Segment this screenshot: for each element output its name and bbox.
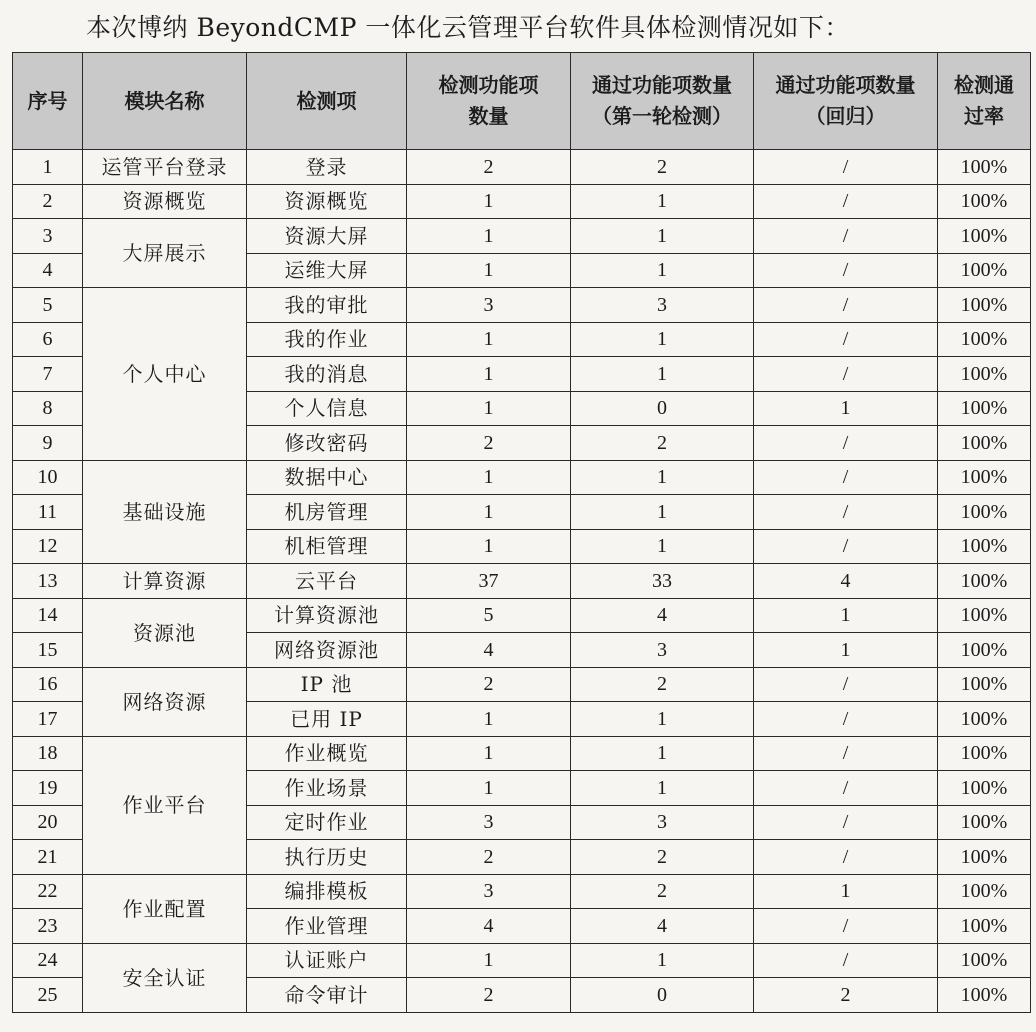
cell-regress: / (754, 219, 938, 254)
cell-module-name: 安全认证 (83, 943, 247, 1012)
cell-item: 网络资源池 (247, 633, 407, 668)
cell-seq: 20 (13, 805, 83, 840)
cell-seq: 22 (13, 874, 83, 909)
cell-item: 我的消息 (247, 357, 407, 392)
cell-round1: 1 (571, 184, 754, 219)
table-body (13, 150, 1031, 1013)
header-module: 模块名称 (83, 53, 247, 150)
cell-regress: / (754, 667, 938, 702)
cell-round1: 1 (571, 495, 754, 530)
cell-rate: 100% (938, 322, 1031, 357)
cell-round1: 3 (571, 633, 754, 668)
table-row (13, 219, 1031, 254)
cell-regress: 1 (754, 391, 938, 426)
cell-rate: 100% (938, 598, 1031, 633)
cell-item: 作业场景 (247, 771, 407, 806)
cell-round1: 4 (571, 598, 754, 633)
cell-count: 1 (407, 253, 571, 288)
cell-rate: 100% (938, 736, 1031, 771)
cell-count: 1 (407, 391, 571, 426)
cell-seq: 16 (13, 667, 83, 702)
cell-module-name: 作业平台 (83, 736, 247, 874)
cell-rate: 100% (938, 184, 1031, 219)
header-regress-line2: （回归） (805, 104, 886, 128)
table-row (13, 564, 1031, 599)
cell-count: 2 (407, 150, 571, 185)
cell-count: 2 (407, 840, 571, 875)
cell-seq: 6 (13, 322, 83, 357)
cell-item: 资源概览 (247, 184, 407, 219)
cell-seq: 1 (13, 150, 83, 185)
cell-count: 5 (407, 598, 571, 633)
cell-seq: 13 (13, 564, 83, 599)
cell-module-name: 计算资源 (83, 564, 247, 599)
cell-round1: 1 (571, 943, 754, 978)
cell-rate: 100% (938, 840, 1031, 875)
cell-seq: 18 (13, 736, 83, 771)
cell-rate: 100% (938, 150, 1031, 185)
cell-rate: 100% (938, 288, 1031, 323)
cell-item: 作业概览 (247, 736, 407, 771)
cell-round1: 33 (571, 564, 754, 599)
cell-round1: 2 (571, 840, 754, 875)
header-seq: 序号 (13, 53, 83, 150)
cell-regress: 4 (754, 564, 938, 599)
cell-item: 修改密码 (247, 426, 407, 461)
cell-regress: / (754, 805, 938, 840)
cell-round1: 3 (571, 805, 754, 840)
cell-module-name: 资源池 (83, 598, 247, 667)
cell-seq: 12 (13, 529, 83, 564)
cell-regress: 1 (754, 874, 938, 909)
table-row (13, 736, 1031, 771)
cell-seq: 9 (13, 426, 83, 461)
table-row (13, 943, 1031, 978)
cell-item: 已用 IP (247, 702, 407, 737)
cell-regress: / (754, 460, 938, 495)
cell-seq: 5 (13, 288, 83, 323)
cell-regress: / (754, 426, 938, 461)
cell-rate: 100% (938, 633, 1031, 668)
cell-count: 1 (407, 736, 571, 771)
table-row (13, 150, 1031, 185)
cell-regress: 2 (754, 978, 938, 1013)
cell-count: 4 (407, 909, 571, 944)
cell-round1: 1 (571, 460, 754, 495)
cell-round1: 2 (571, 667, 754, 702)
cell-item: 数据中心 (247, 460, 407, 495)
cell-seq: 7 (13, 357, 83, 392)
cell-count: 1 (407, 495, 571, 530)
table-row (13, 460, 1031, 495)
cell-module-name: 个人中心 (83, 288, 247, 461)
cell-item: 我的审批 (247, 288, 407, 323)
cell-round1: 0 (571, 978, 754, 1013)
cell-round1: 2 (571, 426, 754, 461)
cell-item: 我的作业 (247, 322, 407, 357)
cell-item: 运维大屏 (247, 253, 407, 288)
cell-regress: 1 (754, 633, 938, 668)
cell-rate: 100% (938, 495, 1031, 530)
cell-module-name: 网络资源 (83, 667, 247, 736)
cell-count: 1 (407, 943, 571, 978)
cell-item: 个人信息 (247, 391, 407, 426)
cell-count: 1 (407, 460, 571, 495)
cell-regress: / (754, 322, 938, 357)
cell-rate: 100% (938, 805, 1031, 840)
cell-regress: / (754, 943, 938, 978)
header-count (407, 53, 571, 150)
cell-item: 作业管理 (247, 909, 407, 944)
cell-rate: 100% (938, 219, 1031, 254)
cell-item: IP 池 (247, 667, 407, 702)
cell-item: 机柜管理 (247, 529, 407, 564)
table-row (13, 288, 1031, 323)
cell-regress: / (754, 529, 938, 564)
cell-round1: 1 (571, 357, 754, 392)
inspection-results-table (12, 52, 1031, 1013)
table-row (13, 598, 1031, 633)
cell-seq: 15 (13, 633, 83, 668)
cell-item: 定时作业 (247, 805, 407, 840)
cell-regress: / (754, 150, 938, 185)
cell-item: 云平台 (247, 564, 407, 599)
cell-count: 1 (407, 357, 571, 392)
table-header (13, 53, 1031, 150)
table-row (13, 667, 1031, 702)
cell-rate: 100% (938, 426, 1031, 461)
table-row (13, 184, 1031, 219)
cell-rate: 100% (938, 460, 1031, 495)
cell-seq: 24 (13, 943, 83, 978)
cell-count: 2 (407, 667, 571, 702)
cell-round1: 1 (571, 702, 754, 737)
cell-count: 37 (407, 564, 571, 599)
header-count-line1: 检测功能项 (438, 73, 539, 97)
header-round1-line1: 通过功能项数量 (592, 73, 732, 97)
header-rate-line1: 检测通 (954, 73, 1014, 97)
cell-regress: / (754, 736, 938, 771)
cell-seq: 23 (13, 909, 83, 944)
cell-module-name: 作业配置 (83, 874, 247, 943)
header-regress-line1: 通过功能项数量 (775, 73, 916, 97)
cell-regress: / (754, 840, 938, 875)
header-count-line2: 数量 (468, 104, 509, 128)
cell-count: 1 (407, 529, 571, 564)
cell-seq: 8 (13, 391, 83, 426)
header-round1 (571, 53, 754, 150)
cell-rate: 100% (938, 564, 1031, 599)
cell-seq: 10 (13, 460, 83, 495)
cell-regress: / (754, 771, 938, 806)
cell-count: 1 (407, 702, 571, 737)
header-rate (938, 53, 1031, 150)
cell-seq: 19 (13, 771, 83, 806)
cell-item: 计算资源池 (247, 598, 407, 633)
cell-regress: / (754, 184, 938, 219)
cell-seq: 2 (13, 184, 83, 219)
cell-round1: 1 (571, 529, 754, 564)
cell-count: 1 (407, 219, 571, 254)
cell-round1: 1 (571, 253, 754, 288)
cell-round1: 1 (571, 219, 754, 254)
cell-round1: 4 (571, 909, 754, 944)
header-row (13, 53, 1031, 150)
cell-module-name: 资源概览 (83, 184, 247, 219)
cell-rate: 100% (938, 978, 1031, 1013)
cell-seq: 14 (13, 598, 83, 633)
header-rate-line2: 过率 (964, 104, 1004, 128)
header-item: 检测项 (247, 53, 407, 150)
cell-rate: 100% (938, 943, 1031, 978)
cell-seq: 17 (13, 702, 83, 737)
cell-item: 登录 (247, 150, 407, 185)
cell-round1: 1 (571, 736, 754, 771)
cell-seq: 3 (13, 219, 83, 254)
cell-module-name: 运管平台登录 (83, 150, 247, 185)
cell-count: 1 (407, 771, 571, 806)
cell-item: 执行历史 (247, 840, 407, 875)
cell-seq: 4 (13, 253, 83, 288)
cell-rate: 100% (938, 529, 1031, 564)
cell-count: 2 (407, 426, 571, 461)
cell-rate: 100% (938, 909, 1031, 944)
cell-rate: 100% (938, 771, 1031, 806)
cell-round1: 2 (571, 150, 754, 185)
cell-item: 认证账户 (247, 943, 407, 978)
cell-count: 3 (407, 288, 571, 323)
cell-regress: / (754, 495, 938, 530)
cell-item: 编排模板 (247, 874, 407, 909)
cell-round1: 2 (571, 874, 754, 909)
cell-round1: 1 (571, 322, 754, 357)
header-round1-line2: （第一轮检测） (592, 104, 732, 128)
cell-regress: / (754, 909, 938, 944)
cell-regress: 1 (754, 598, 938, 633)
cell-count: 3 (407, 874, 571, 909)
intro-paragraph: 本次博纳 BeyondCMP 一体化云管理平台软件具体检测情况如下： (86, 13, 850, 42)
cell-item: 命令审计 (247, 978, 407, 1013)
cell-round1: 0 (571, 391, 754, 426)
cell-seq: 21 (13, 840, 83, 875)
cell-seq: 25 (13, 978, 83, 1013)
cell-regress: / (754, 357, 938, 392)
cell-count: 1 (407, 322, 571, 357)
cell-count: 4 (407, 633, 571, 668)
cell-rate: 100% (938, 874, 1031, 909)
cell-module-name: 基础设施 (83, 460, 247, 564)
cell-count: 2 (407, 978, 571, 1013)
header-regress (754, 53, 938, 150)
cell-rate: 100% (938, 253, 1031, 288)
cell-regress: / (754, 702, 938, 737)
cell-regress: / (754, 288, 938, 323)
cell-regress: / (754, 253, 938, 288)
cell-seq: 11 (13, 495, 83, 530)
cell-item: 资源大屏 (247, 219, 407, 254)
cell-rate: 100% (938, 702, 1031, 737)
cell-item: 机房管理 (247, 495, 407, 530)
cell-count: 1 (407, 184, 571, 219)
cell-count: 3 (407, 805, 571, 840)
cell-rate: 100% (938, 391, 1031, 426)
cell-module-name: 大屏展示 (83, 219, 247, 288)
table-row (13, 874, 1031, 909)
cell-rate: 100% (938, 667, 1031, 702)
cell-round1: 1 (571, 771, 754, 806)
cell-rate: 100% (938, 357, 1031, 392)
cell-round1: 3 (571, 288, 754, 323)
